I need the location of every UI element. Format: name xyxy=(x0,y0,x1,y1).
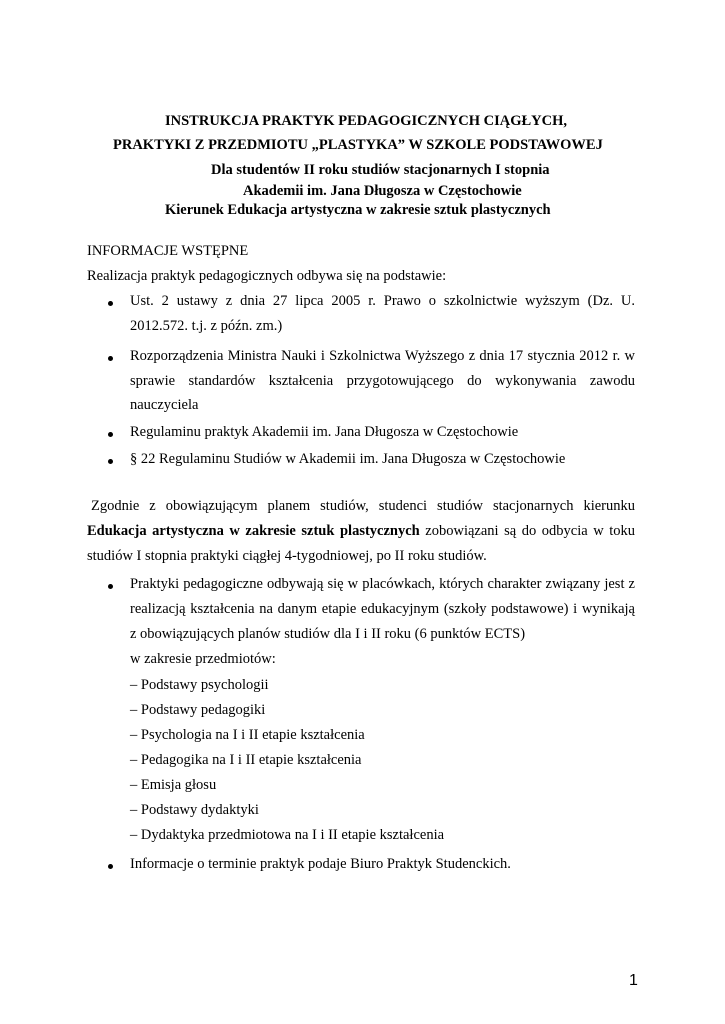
title-line-1: INSTRUKCJA PRAKTYK PEDAGOGICZNYCH CIĄGŁYCH, xyxy=(165,113,568,129)
practice-bullet-line-4: w zakresie przedmiotów: xyxy=(130,651,276,667)
paragraph-line-2 xyxy=(87,523,635,540)
subject-item: – Podstawy psychologii xyxy=(130,677,269,693)
subtitle-line-3: Kierunek Edukacja artystyczna w zakresie sztuk plastycznych xyxy=(165,202,551,218)
subtitle-line-2: Akademii im. Jana Długosza w Częstochowie xyxy=(243,183,522,199)
bullet-icon xyxy=(108,584,113,589)
subject-item: – Psychologia na I i II etapie kształcenia xyxy=(130,727,365,743)
paragraph-line-2-rest: zobowiązani są do odbycia w toku xyxy=(425,523,635,539)
intro-bullet-2-line-3: nauczyciela xyxy=(130,397,199,413)
intro-bullet-2-line-1: Rozporządzenia Ministra Nauki i Szkolnictwa Wyższego z dnia 17 stycznia 2012 r. w xyxy=(130,348,635,364)
intro-lead: Realizacja praktyk pedagogicznych odbywa się na podstawie: xyxy=(87,268,447,284)
practice-bullet-line-3: z obowiązujących planów studiów dla I i II roku (6 punktów ECTS) xyxy=(130,626,526,642)
paragraph-line-1: Zgodnie z obowiązującym planem studiów, studenci studiów stacjonarnych kierunku xyxy=(91,498,635,514)
practice-bullet-line-2: realizacją kształcenia na danym etapie edukacyjnym (szkoły podstawowe) i wynikają xyxy=(130,601,635,617)
subject-item: – Pedagogika na I i II etapie kształcenia xyxy=(130,752,362,768)
intro-bullet-4-line-1: § 22 Regulaminu Studiów w Akademii im. Jana Długosza w Częstochowie xyxy=(130,451,566,467)
page-number: 1 xyxy=(629,972,638,989)
intro-bullet-2-line-2: sprawie standardów kształcenia przygotowującego do wykonywania zawodu xyxy=(130,373,635,389)
intro-bullet-1-line-2: 2012.572. t.j. z późn. zm.) xyxy=(130,318,283,334)
paragraph-line-3: studiów I stopnia praktyki ciągłej 4-tygodniowej, po II roku studiów. xyxy=(87,548,487,564)
section-heading: INFORMACJE WSTĘPNE xyxy=(87,243,249,259)
bullet-icon xyxy=(108,459,113,464)
subtitle-line-1: Dla studentów II roku studiów stacjonarnych I stopnia xyxy=(211,162,550,178)
subject-item: – Podstawy pedagogiki xyxy=(130,702,266,718)
paragraph-bold-field: Edukacja artystyczna w zakresie sztuk plastycznych xyxy=(87,523,420,539)
bullet-icon xyxy=(108,356,113,361)
title-line-2: PRAKTYKI Z PRZEDMIOTU „PLASTYKA” W SZKOLE PODSTAWOWEJ xyxy=(113,137,603,153)
practice-info-bullet: Informacje o terminie praktyk podaje Biuro Praktyk Studenckich. xyxy=(130,856,511,872)
bullet-icon xyxy=(108,864,113,869)
bullet-icon xyxy=(108,432,113,437)
subject-item: – Emisja głosu xyxy=(130,777,217,793)
practice-bullet-line-1: Praktyki pedagogiczne odbywają się w placówkach, których charakter związany jest z xyxy=(130,576,635,592)
bullet-icon xyxy=(108,301,113,306)
intro-bullet-3-line-1: Regulaminu praktyk Akademii im. Jana Długosza w Częstochowie xyxy=(130,424,519,440)
subject-item: – Dydaktyka przedmiotowa na I i II etapie kształcenia xyxy=(130,827,445,843)
subject-item: – Podstawy dydaktyki xyxy=(130,802,259,818)
intro-bullet-1-line-1: Ust. 2 ustawy z dnia 27 lipca 2005 r. Prawo o szkolnictwie wyższym (Dz. U. xyxy=(130,293,635,309)
